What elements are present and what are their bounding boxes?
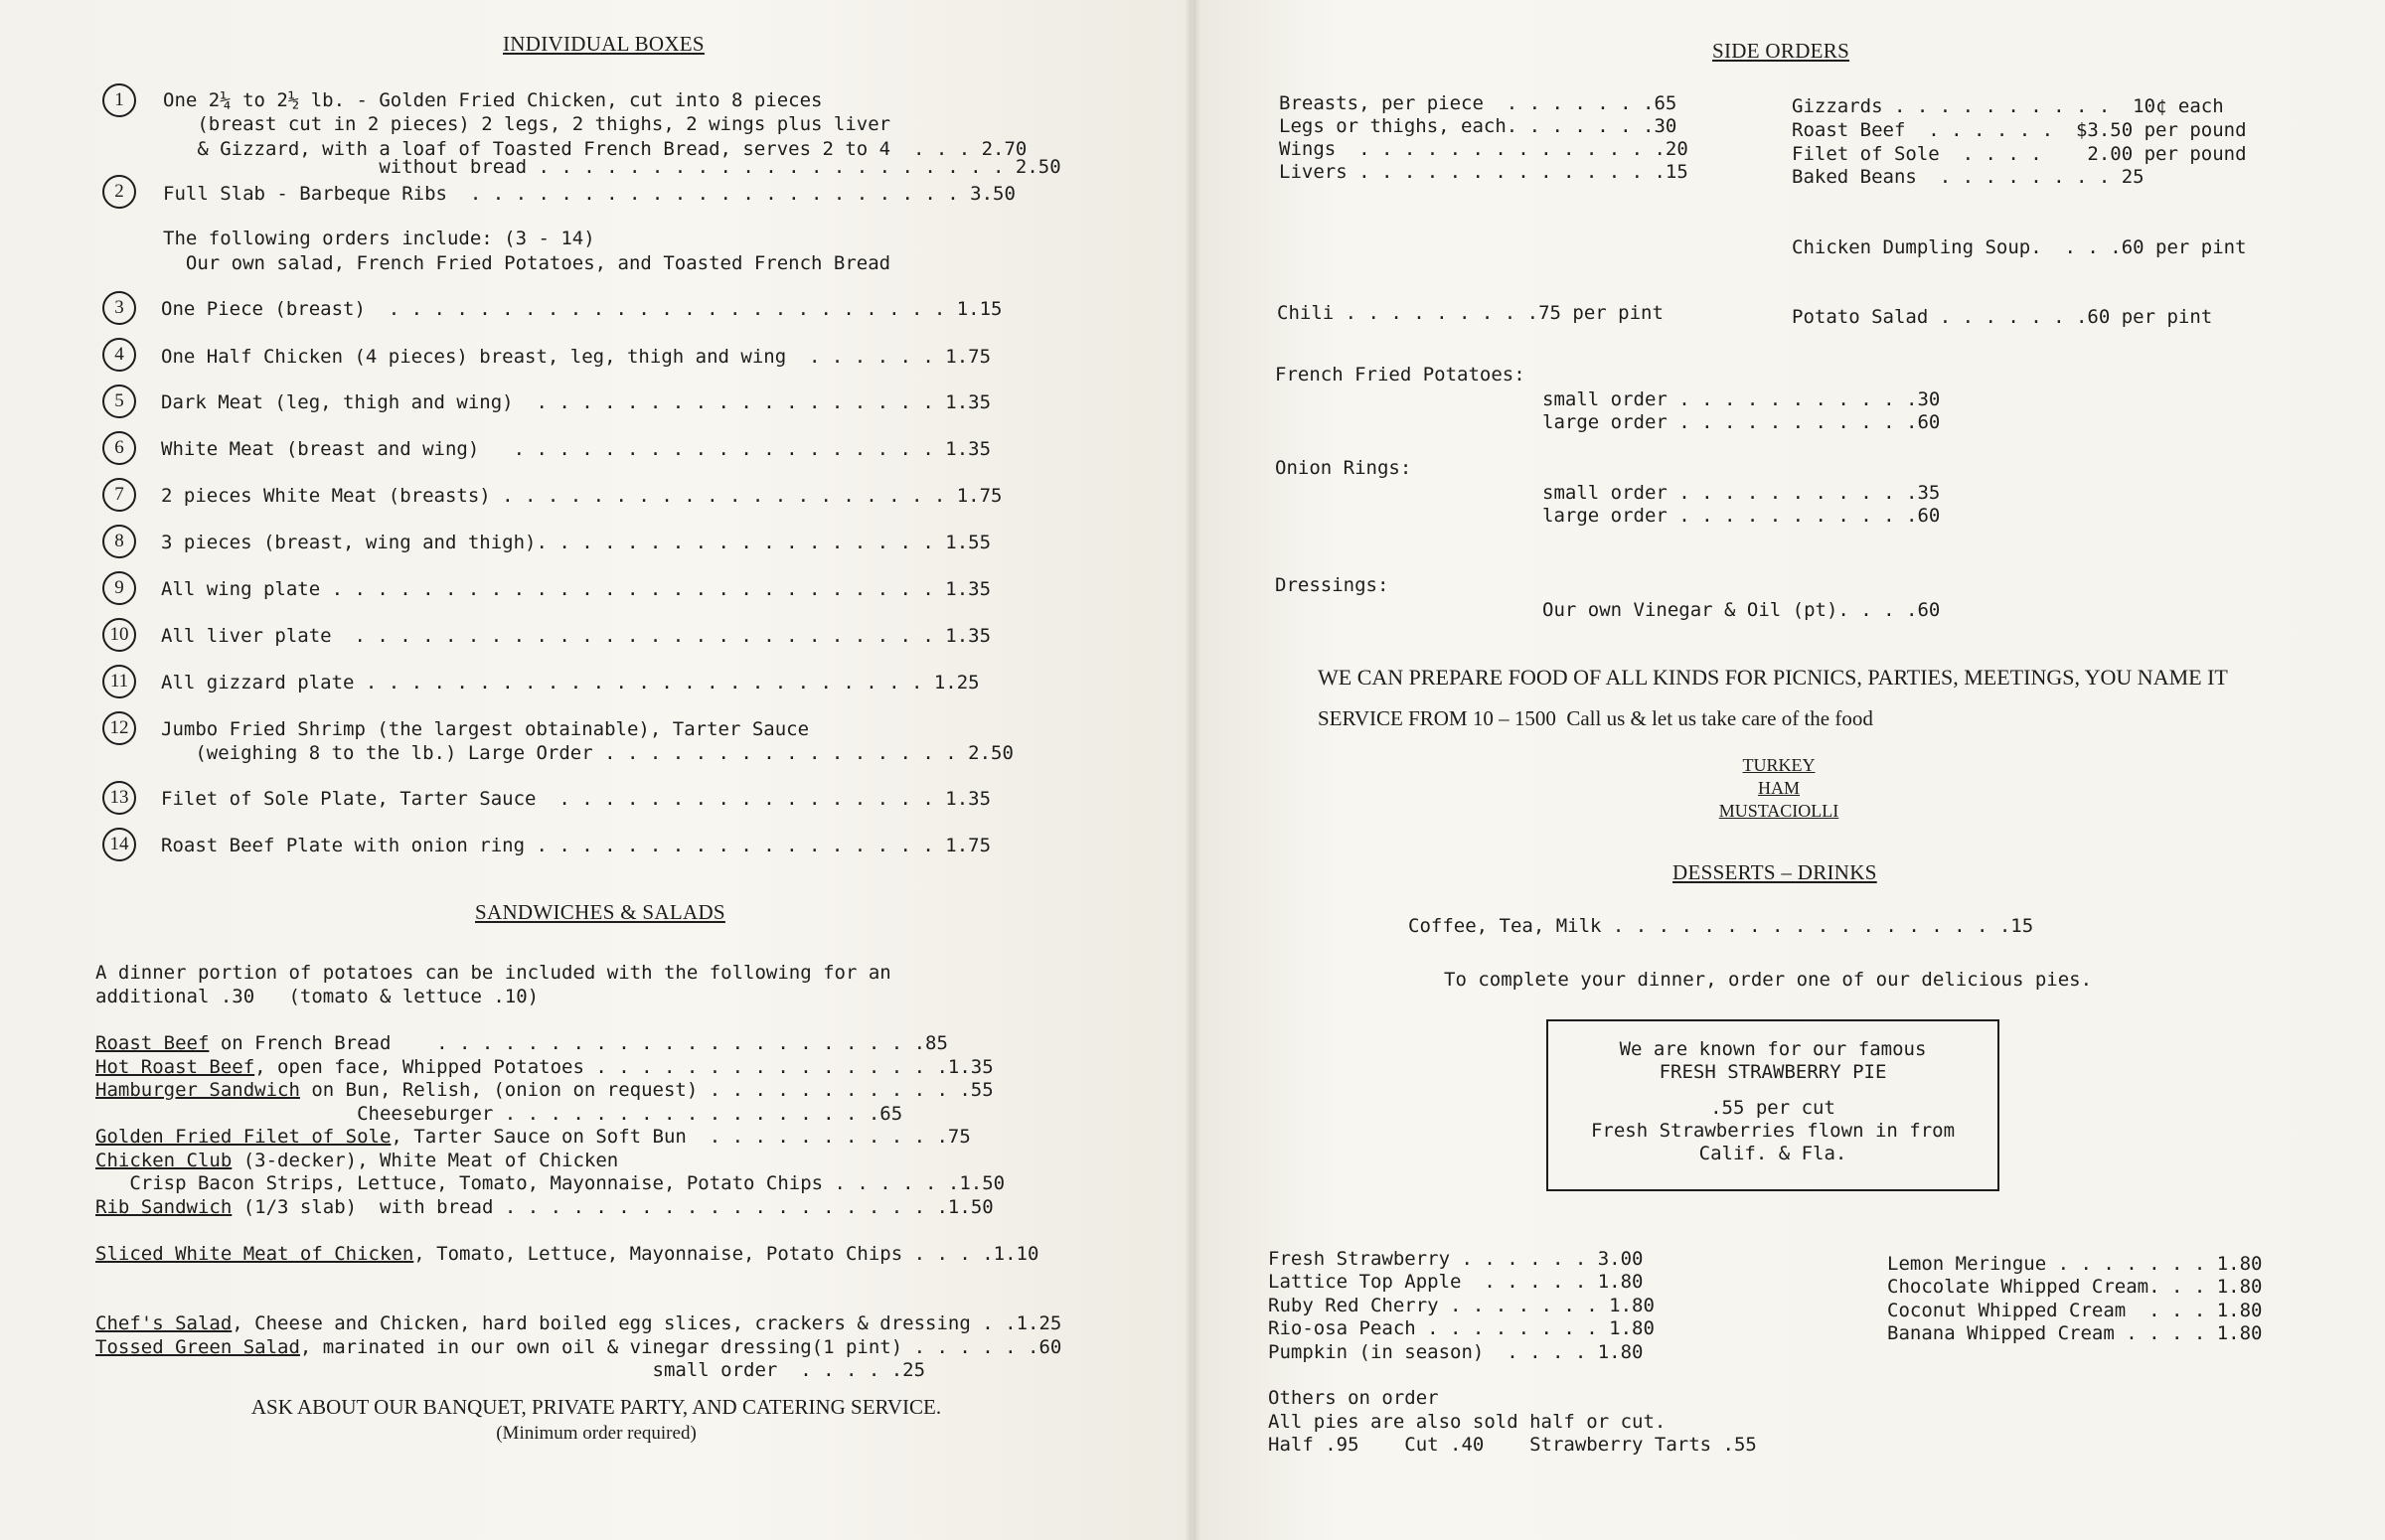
sandwich-line — [95, 1196, 994, 1218]
complete-dinner-line: To complete your dinner, order one of our delicious pies. — [1444, 969, 2093, 991]
box-item-line: & Gizzard, with a loaf of Toasted French Bread, serves 2 to 4 . . . 2.70 — [163, 138, 1028, 160]
side-item: Gizzards . . . . . . . . . . 10¢ each — [1792, 95, 2224, 117]
salad-name: Chef's Salad — [95, 1312, 233, 1334]
side-item: large order . . . . . . . . . . .60 — [1542, 505, 1941, 527]
sandwich-name: Golden Fried Filet of Sole — [95, 1126, 392, 1148]
include-note: Our own salad, French Fried Potatoes, and Toasted French Bread — [163, 252, 891, 274]
pie-item: Coconut Whipped Cream . . . 1.80 — [1887, 1300, 2263, 1321]
box-item-line: (weighing 8 to the lb.) Large Order . . . . . . . . . . . . . . . . 2.50 — [161, 742, 1014, 764]
sandwich-line — [95, 1032, 948, 1054]
others-line: Half .95 Cut .40 Strawberry Tarts .55 — [1268, 1434, 1757, 1456]
box-line: Calif. & Fla. — [1698, 1143, 1847, 1164]
special-item: MUSTACIOLLI — [1718, 801, 1839, 821]
sandwiches-salads-heading: SANDWICHES & SALADS — [475, 900, 725, 924]
onion-rings-label: Onion Rings: — [1275, 457, 1412, 479]
dumpling-soup-line: Chicken Dumpling Soup. . . .60 per pint — [1792, 236, 2247, 258]
side-item: Roast Beef . . . . . . $3.50 per pound — [1792, 119, 2247, 141]
side-orders-heading: SIDE ORDERS — [1712, 39, 1850, 63]
sandwich-detail: , Tomato, Lettuce, Mayonnaise, Potato Chips . . . .1.10 — [413, 1243, 1039, 1265]
box-item-line: White Meat (breast and wing) . . . . . . . . . . . . . . . . . . . 1.35 — [161, 438, 992, 460]
sandwich-line — [95, 1126, 971, 1148]
side-item: Legs or thighs, each. . . . . . .30 — [1279, 115, 1677, 137]
item-number-badge: 12 — [102, 711, 136, 745]
dressings-label: Dressings: — [1275, 574, 1389, 596]
sandwich-detail: (3-decker), White Meat of Chicken — [232, 1150, 619, 1171]
box-line: FRESH STRAWBERRY PIE — [1659, 1061, 1887, 1083]
salad-name: Tossed Green Salad — [95, 1336, 300, 1358]
side-item: small order . . . . . . . . . . .30 — [1542, 388, 1941, 410]
sandwich-detail: Crisp Bacon Strips, Lettuce, Tomato, Mayonnaise, Potato Chips . . . . . .1.50 — [95, 1172, 1006, 1194]
individual-boxes-heading: INDIVIDUAL BOXES — [503, 32, 705, 56]
item-number-badge: 3 — [102, 291, 136, 325]
pie-item: Lemon Meringue . . . . . . . 1.80 — [1887, 1253, 2263, 1275]
minimum-order-line: (Minimum order required) — [496, 1423, 697, 1444]
drinks-line: Coffee, Tea, Milk . . . . . . . . . . . . . . . . . .15 — [1408, 915, 2034, 937]
dinner-note: additional .30 (tomato & lettuce .10) — [95, 986, 540, 1007]
box-item-line: All liver plate . . . . . . . . . . . . . . . . . . . . . . . . . . 1.35 — [161, 625, 992, 647]
item-number-badge: 4 — [102, 338, 136, 372]
box-item-line: 3 pieces (breast, wing and thigh). . . . . . . . . . . . . . . . . . 1.55 — [161, 532, 992, 553]
special-item: HAM — [1757, 778, 1800, 798]
box-item-line: 2 pieces White Meat (breasts) . . . . . . . . . . . . . . . . . . . . 1.75 — [161, 485, 1003, 507]
side-item: small order . . . . . . . . . . .35 — [1542, 482, 1941, 504]
sandwich-line — [95, 1079, 994, 1101]
side-item: Our own Vinegar & Oil (pt). . . .60 — [1542, 599, 1941, 621]
box-line: Fresh Strawberries flown in from — [1590, 1120, 1956, 1142]
sandwich-line — [95, 1056, 994, 1078]
sandwich-name: Rib Sandwich — [95, 1196, 233, 1218]
sandwich-detail: (1/3 slab) with bread . . . . . . . . . . . . . . . . . . . .1.50 — [232, 1196, 994, 1218]
item-number-badge: 6 — [102, 431, 136, 465]
side-item: Filet of Sole . . . . 2.00 per pound — [1792, 143, 2247, 165]
catering-line: WE CAN PREPARE FOOD OF ALL KINDS FOR PICNICS, PARTIES, MEETINGS, YOU NAME IT — [1318, 665, 2228, 690]
side-item: Baked Beans . . . . . . . . 25 — [1792, 166, 2145, 188]
sandwich-name: Roast Beef — [95, 1032, 210, 1054]
pie-item: Fresh Strawberry . . . . . . 3.00 — [1268, 1248, 1644, 1270]
box-item-line: All wing plate . . . . . . . . . . . . . . . . . . . . . . . . . . . 1.35 — [161, 578, 992, 600]
sandwich-detail: on French Bread . . . . . . . . . . . . . . . . . . . . . .85 — [209, 1032, 948, 1054]
item-number-badge: 7 — [102, 478, 136, 512]
sandwich-detail: on Bun, Relish, (onion on request) . . . . . . . . . . . .55 — [299, 1079, 994, 1101]
salad-line — [95, 1336, 1061, 1358]
box-item-line: (breast cut in 2 pieces) 2 legs, 2 thighs, 2 wings plus liver — [163, 113, 891, 135]
center-fold — [1185, 0, 1200, 1540]
box-item-line: Jumbo Fried Shrimp (the largest obtainable), Tarter Sauce — [161, 718, 810, 740]
pie-item: Rio-osa Peach . . . . . . . . 1.80 — [1268, 1317, 1655, 1339]
box-item-line: All gizzard plate . . . . . . . . . . . . . . . . . . . . . . . . . 1.25 — [161, 672, 980, 693]
sandwich-line — [95, 1103, 902, 1125]
box-item-line: without bread . . . . . . . . . . . . . . . . . . . . . 2.50 — [163, 156, 1061, 178]
salad-detail: , Cheese and Chicken, hard boiled egg slices, crackers & dressing . .1.25 — [232, 1312, 1062, 1334]
sandwich-detail: , open face, Whipped Potatoes . . . . . . . . . . . . . . . .1.35 — [254, 1056, 994, 1078]
box-item-line: Filet of Sole Plate, Tarter Sauce . . . . . . . . . . . . . . . . . 1.35 — [161, 788, 992, 810]
item-number-badge: 13 — [102, 781, 136, 815]
item-number-badge: 1 — [102, 83, 136, 117]
sandwich-line — [95, 1172, 1005, 1194]
include-note: The following orders include: (3 - 14) — [163, 228, 595, 249]
sandwich-detail: Cheeseburger . . . . . . . . . . . . . . . . .65 — [95, 1103, 903, 1125]
side-item: large order . . . . . . . . . . .60 — [1542, 411, 1941, 433]
box-line: .55 per cut — [1710, 1097, 1835, 1119]
pie-item: Pumpkin (in season) . . . . 1.80 — [1268, 1341, 1644, 1363]
french-fries-label: French Fried Potatoes: — [1275, 364, 1525, 385]
sandwich-name: Chicken Club — [95, 1150, 233, 1171]
item-number-badge: 11 — [102, 665, 136, 698]
box-item-line: Roast Beef Plate with onion ring . . . . . . . . . . . . . . . . . . 1.75 — [161, 835, 992, 856]
box-item-line: One Half Chicken (4 pieces) breast, leg, thigh and wing . . . . . . 1.75 — [161, 346, 992, 368]
sandwich-name: Hot Roast Beef — [95, 1056, 255, 1078]
sandwich-name: Sliced White Meat of Chicken — [95, 1243, 414, 1265]
sliced-chicken-line — [95, 1243, 1038, 1265]
box-item-line: Full Slab - Barbeque Ribs . . . . . . . . . . . . . . . . . . . . . . 3.50 — [163, 183, 1016, 205]
box-item-line: One Piece (breast) . . . . . . . . . . . . . . . . . . . . . . . . . 1.15 — [161, 298, 1003, 320]
desserts-drinks-heading: DESSERTS – DRINKS — [1672, 860, 1877, 884]
banquet-line: ASK ABOUT OUR BANQUET, PRIVATE PARTY, AND CATERING SERVICE. — [250, 1395, 942, 1419]
service-line: SERVICE FROM 10 – 1500 Call us & let us take care of the food — [1318, 706, 1873, 730]
sandwich-name: Hamburger Sandwich — [95, 1079, 300, 1101]
pie-item: Lattice Top Apple . . . . . 1.80 — [1268, 1271, 1644, 1293]
box-item-line: Dark Meat (leg, thigh and wing) . . . . . . . . . . . . . . . . . . 1.35 — [161, 391, 992, 413]
potato-salad-line: Potato Salad . . . . . . .60 per pint — [1792, 306, 2213, 328]
pie-item: Chocolate Whipped Cream. . . 1.80 — [1887, 1276, 2263, 1298]
item-number-badge: 9 — [102, 571, 136, 605]
chili-line: Chili . . . . . . . . .75 per pint — [1277, 302, 1664, 324]
item-number-badge: 5 — [102, 385, 136, 418]
item-number-badge: 8 — [102, 525, 136, 558]
box-line: We are known for our famous — [1619, 1038, 1927, 1060]
sandwich-line — [95, 1150, 618, 1171]
others-line: Others on order — [1268, 1387, 1439, 1409]
item-number-badge: 2 — [102, 175, 136, 209]
pie-item: Ruby Red Cherry . . . . . . . 1.80 — [1268, 1295, 1655, 1316]
special-item: TURKEY — [1742, 755, 1816, 775]
item-number-badge: 14 — [102, 828, 136, 861]
side-item: Breasts, per piece . . . . . . .65 — [1279, 92, 1677, 114]
others-line: All pies are also sold half or cut. — [1268, 1411, 1667, 1433]
sandwich-detail: , Tarter Sauce on Soft Bun . . . . . . . . . . .75 — [391, 1126, 971, 1148]
side-item: Wings . . . . . . . . . . . . . .20 — [1279, 138, 1688, 160]
side-item: Livers . . . . . . . . . . . . . .15 — [1279, 161, 1688, 183]
pie-item: Banana Whipped Cream . . . . 1.80 — [1887, 1322, 2263, 1344]
salad-line — [95, 1359, 925, 1381]
item-number-badge: 10 — [102, 618, 136, 652]
salad-detail: small order . . . . .25 — [95, 1359, 926, 1381]
salad-detail: , marinated in our own oil & vinegar dressing(1 pint) . . . . . .60 — [299, 1336, 1062, 1358]
box-item-line: One 2¼ to 2½ lb. - Golden Fried Chicken, cut into 8 pieces — [163, 89, 823, 111]
dinner-note: A dinner portion of potatoes can be included with the following for an — [95, 962, 891, 984]
salad-line — [95, 1312, 1061, 1334]
